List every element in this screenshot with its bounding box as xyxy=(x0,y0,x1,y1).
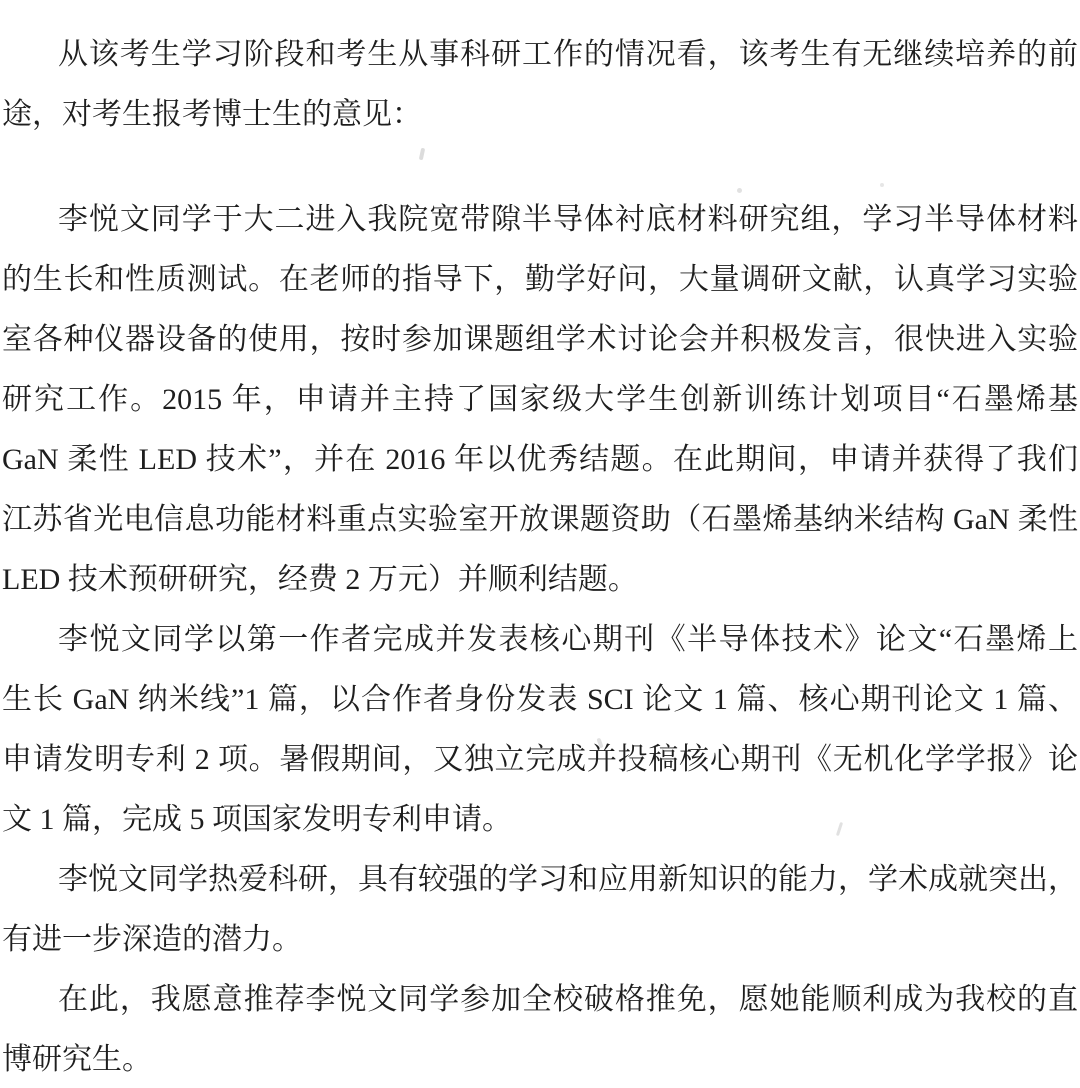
paragraph-publications xyxy=(2,610,1078,850)
text-line: GaN 柔性 LED 技术”，并在 2016 年以优秀结题。在此期间，申请并获得了我们 xyxy=(2,443,1078,476)
blank-line xyxy=(2,145,1078,190)
text-line: 研究工作。2015 年，申请并主持了国家级大学生创新训练计划项目“石墨烯基 xyxy=(2,383,1078,416)
paragraph-recommendation xyxy=(2,970,1078,1088)
text-line: 生长 GaN 纳米线”1 篇，以合作者身份发表 SCI 论文 1 篇、核心期刊论文 1 篇、 xyxy=(2,683,1078,716)
scan-artifact xyxy=(880,183,884,187)
text-line: 从该考生学习阶段和考生从事科研工作的情况看，该考生有无继续培养的前 xyxy=(58,38,1078,71)
text-line: 江苏省光电信息功能材料重点实验室开放课题资助（石墨烯基纳米结构 GaN 柔性 xyxy=(2,503,1078,536)
text-line: 在此，我愿意推荐李悦文同学参加全校破格推免，愿她能顺利成为我校的直 xyxy=(58,983,1078,1016)
paragraph-research-experience xyxy=(2,190,1078,610)
paragraph-opinion-prompt xyxy=(2,25,1078,145)
text-line: 室各种仪器设备的使用，按时参加课题组学术讨论会并积极发言，很快进入实验 xyxy=(2,323,1078,356)
text-line: 途，对考生报考博士生的意见： xyxy=(2,98,422,131)
text-line: 的生长和性质测试。在老师的指导下，勤学好问，大量调研文献，认真学习实验 xyxy=(2,263,1078,296)
text-line: 有进一步深造的潜力。 xyxy=(2,923,302,956)
paragraph-ability-summary xyxy=(2,850,1078,970)
text-line: 李悦文同学以第一作者完成并发表核心期刊《半导体技术》论文“石墨烯上 xyxy=(58,623,1078,656)
text-line: LED 技术预研研究，经费 2 万元）并顺利结题。 xyxy=(2,563,638,596)
text-line: 李悦文同学热爱科研，具有较强的学习和应用新知识的能力，学术成就突出， xyxy=(58,863,1078,896)
text-line: 文 1 篇，完成 5 项国家发明专利申请。 xyxy=(2,803,512,836)
text-line: 申请发明专利 2 项。暑假期间，又独立完成并投稿核心期刊《无机化学学报》论 xyxy=(2,743,1078,776)
scan-artifact xyxy=(737,188,742,193)
text-line: 李悦文同学于大二进入我院宽带隙半导体衬底材料研究组，学习半导体材料 xyxy=(58,203,1078,236)
text-line: 博研究生。 xyxy=(2,1043,152,1076)
